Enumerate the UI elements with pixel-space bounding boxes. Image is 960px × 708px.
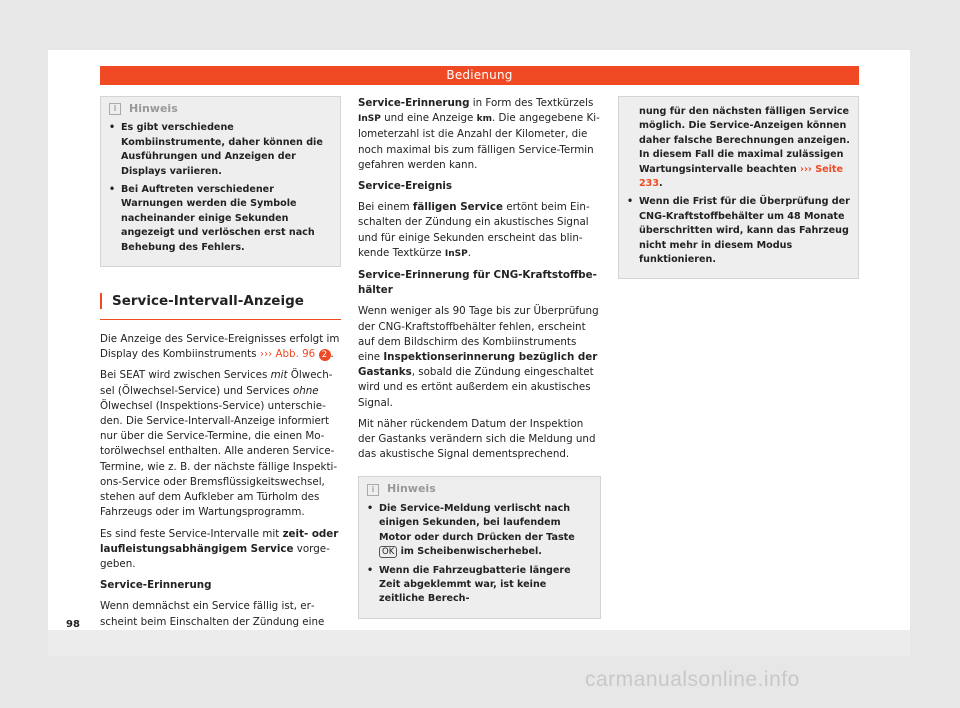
info-icon: i (367, 484, 379, 496)
paragraph: Wenn demnächst ein Service fällig ist, erscheint beim Einschalten der Zündung eine (100, 600, 325, 628)
note-item-text: Wenn die Fahrzeugbatterie längere Zeit abgeklemmt war, ist keine zeitliche Berech- (379, 564, 571, 605)
column-left (100, 96, 341, 636)
note-item-text: Es gibt verschiedene Kombiinstrumente, daher können die Ausführungen und Anzeigen der Displays variieren. (121, 122, 323, 177)
note-header (109, 102, 332, 116)
note-box (100, 96, 341, 267)
page-header: Bedienung (100, 66, 859, 85)
section-title: Service-Intervall-Anzeige (100, 293, 341, 309)
page-number: 98 (66, 619, 80, 630)
note-item-text: Die Service-Meldung verlischt nach einigen Sekunden, bei laufendem Motor oder durch Drücken der Taste OK im Scheibenwischerhebel. (379, 502, 575, 558)
note-item-text: nung für den nächsten fälligen Service möglich. Die Service-Anzeigen können daher falsche Berechnungen anzeigen. In diesem Fall die maximal zulässigen Wartungsintervalle beachten ››› Seite 233. (639, 106, 850, 190)
watermark: carmanualsonline.info (585, 668, 800, 691)
column-middle (358, 96, 601, 619)
note-item-text: Wenn die Frist für die Überprüfung der CNG-Kraftstoffbehälter um 48 Monate überschritten wird, kann das Fahrzeug nicht mehr in diesem Modus funktionieren. (639, 196, 850, 266)
paragraph: Mit näher rückendem Datum der Inspektion der Gastanks verändern sich die Meldung und das akustische Signal dementsprechend. (358, 417, 596, 461)
paragraph: Bei einem fälligen Service ertönt beim Einschalten der Zündung ein akustisches Signal und für einige Sekunden erscheint das blinkende Textkürze InSP. (358, 201, 590, 259)
note-item: • Wenn die Fahrzeugbatterie längere Zeit abgeklemmt war, ist keine zeitliche Berech- (367, 564, 592, 607)
note-box-continued (618, 96, 859, 279)
note-box (358, 476, 601, 618)
paragraph: Die Anzeige des Service-Ereignisses erfolgt im Display des Kombiinstruments ››› Abb. 96 2 . (100, 333, 340, 361)
paragraph: Bei SEAT wird zwischen Services mit Ölwechsel (Ölwechsel-Service) und Services ohne Ölwechsel (Inspektions-Service) unterschieden. Die Service-Intervall-Anzeige informiert nur über die Service-Termine, die einen Motorölwechsel enthalten. Alle anderen Service-Termine, wie z. B. der nächste fällige Inspektions-Service oder Bremsflüssigkeitswechsel, stehen auf dem Aufkleber am Türholm des Fahrzeugs oder im Wartungsprogramm. (100, 369, 338, 519)
insp-icon: InSP (358, 114, 381, 125)
subheading: Service-Erinnerung für CNG-Kraftstoffbehälter (358, 269, 597, 297)
km-icon: km (476, 114, 492, 125)
note-item: • Wenn die Frist für die Überprüfung der CNG-Kraftstoffbehälter um 48 Monate überschritten wird, kann das Fahrzeug nicht mehr in diesem Modus funktionieren. (627, 195, 850, 267)
section-divider (100, 319, 341, 320)
note-header (367, 482, 592, 496)
paragraph: Es sind feste Service-Intervalle mit zeit- oder laufleistungsabhängigem Service vorgegeben. (100, 527, 339, 570)
note-title: Hinweis (129, 102, 178, 115)
info-icon: i (109, 103, 121, 115)
note-item: • Es gibt verschiedene Kombiinstrumente, daher können die Ausführungen und Anzeigen der Displays variieren. (109, 121, 332, 179)
column-right (618, 96, 859, 279)
paragraph: Wenn weniger als 90 Tage bis zur Überprüfung der CNG-Kraftstoffbehälter fehlen, erscheint auf dem Bildschirm des Kombiinstruments eine Inspektionserinnerung bezüglich der Gastanks, sobald die Zündung eingeschaltet wird und es ertönt außerdem ein akustisches Signal. (358, 305, 599, 409)
subheading: Service-Erinnerung (100, 579, 212, 592)
note-item-text: Bei Auftreten verschiedener Warnungen werden die Symbole nacheinander einige Sekunden angezeigt und verlöschen erst nach Behebung des Fehlers. (121, 184, 315, 253)
paragraph: Service-Erinnerung in Form des Textkürzels InSP und eine Anzeige km. Die angegebene Kilometerzahl ist die Anzahl der Kilometer, die noch maximal bis zum fälligen Service-Termin gefahren werden kann. (358, 97, 600, 171)
note-item (627, 105, 850, 191)
ok-key-icon: OK (379, 546, 397, 558)
note-item: • Bei Auftreten verschiedener Warnungen werden die Symbole nacheinander einige Sekunden angezeigt und verlöschen erst nach Behebung des Fehlers. (109, 183, 332, 255)
subheading: Service-Ereignis (358, 180, 453, 193)
callout-number: 2 (319, 349, 331, 361)
page-link[interactable]: ››› Seite 233 (639, 163, 844, 190)
figure-link[interactable]: ››› Abb. 96 (259, 348, 316, 361)
insp-icon: InSP (444, 248, 468, 259)
note-title: Hinweis (387, 482, 436, 496)
note-item: • Die Service-Meldung verlischt nach einigen Sekunden, bei laufendem Motor oder durch Drücken der Taste OK im Scheibenwischerhebel. (367, 502, 592, 560)
